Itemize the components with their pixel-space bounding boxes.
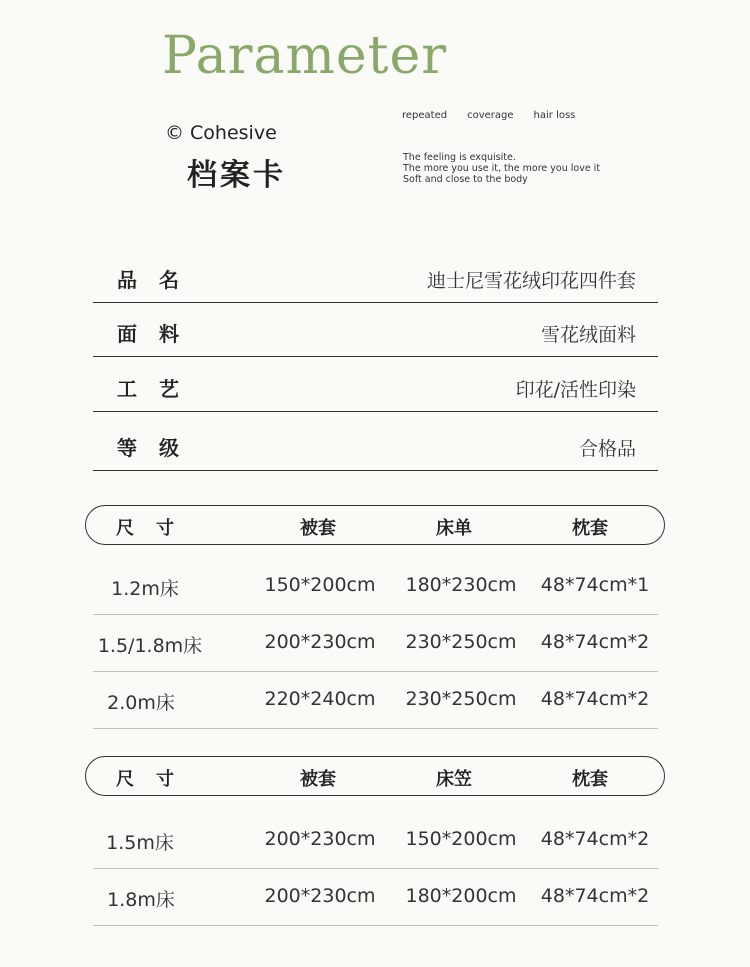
cell-bed-size: 1.8m床 — [107, 889, 175, 911]
spec-value: 迪士尼雪花绒印花四件套 — [426, 270, 636, 292]
spec-label: 品名 — [117, 268, 201, 292]
cell-bed-size: 1.5m床 — [106, 832, 174, 854]
cell-fitted-sheet: 150*200cm — [405, 828, 517, 850]
cell-bed-size: 2.0m床 — [107, 692, 175, 714]
tagline-line: The more you use it, the more you love it — [403, 163, 601, 174]
size-table-1-header — [85, 505, 665, 545]
tagline-line: The feeling is exquisite. — [403, 152, 516, 163]
cell-pillowcase: 48*74cm*2 — [540, 885, 650, 907]
spec-label: 面料 — [117, 322, 201, 346]
table-row — [93, 672, 658, 729]
cell-bed-sheet: 180*230cm — [405, 574, 517, 596]
header-bed-sheet: 床单 — [436, 518, 472, 539]
page-title-english: Parameter — [162, 26, 448, 86]
spec-label: 工艺 — [117, 377, 201, 401]
cell-pillowcase: 48*74cm*2 — [540, 828, 650, 850]
cell-bed-sheet: 230*250cm — [405, 688, 517, 710]
header-size: 尺寸 — [116, 769, 196, 790]
cell-duvet-cover: 200*230cm — [264, 631, 376, 653]
cell-duvet-cover: 200*230cm — [264, 885, 376, 907]
spec-row-grade — [93, 419, 658, 471]
tag-repeated: repeated — [402, 110, 448, 121]
tag-list — [402, 110, 575, 121]
brand-name: © Cohesive — [165, 122, 277, 144]
header-pillowcase: 枕套 — [572, 518, 608, 539]
table-row — [93, 558, 658, 615]
size-table-2-header — [85, 756, 665, 796]
spec-label: 等级 — [117, 436, 201, 460]
spec-row-craft — [93, 360, 658, 412]
header-size: 尺寸 — [116, 518, 196, 539]
table-row — [93, 812, 658, 869]
header-duvet-cover: 被套 — [300, 769, 336, 790]
table-row — [93, 615, 658, 672]
cell-pillowcase: 48*74cm*2 — [540, 631, 650, 653]
tagline-line: Soft and close to the body — [403, 174, 528, 185]
spec-value: 雪花绒面料 — [540, 324, 636, 346]
tag-coverage: coverage — [467, 110, 514, 121]
cell-duvet-cover: 220*240cm — [264, 688, 376, 710]
cell-fitted-sheet: 180*200cm — [405, 885, 517, 907]
header-duvet-cover: 被套 — [300, 518, 336, 539]
spec-value: 印花/活性印染 — [515, 379, 636, 401]
cell-pillowcase: 48*74cm*2 — [540, 688, 650, 710]
cell-duvet-cover: 150*200cm — [264, 574, 376, 596]
cell-bed-size: 1.2m床 — [111, 578, 179, 600]
spec-row-product-name — [93, 251, 658, 303]
card-title: 档案卡 — [187, 158, 286, 193]
cell-bed-size: 1.5/1.8m床 — [97, 635, 203, 657]
header-pillowcase: 枕套 — [572, 769, 608, 790]
cell-duvet-cover: 200*230cm — [264, 828, 376, 850]
table-row — [93, 869, 658, 926]
cell-bed-sheet: 230*250cm — [405, 631, 517, 653]
tagline — [403, 152, 600, 185]
header-fitted-sheet: 床笠 — [436, 769, 472, 790]
spec-value: 合格品 — [578, 438, 636, 460]
tag-hair-loss: hair loss — [533, 110, 576, 121]
spec-row-fabric — [93, 305, 658, 357]
cell-pillowcase: 48*74cm*1 — [540, 574, 650, 596]
